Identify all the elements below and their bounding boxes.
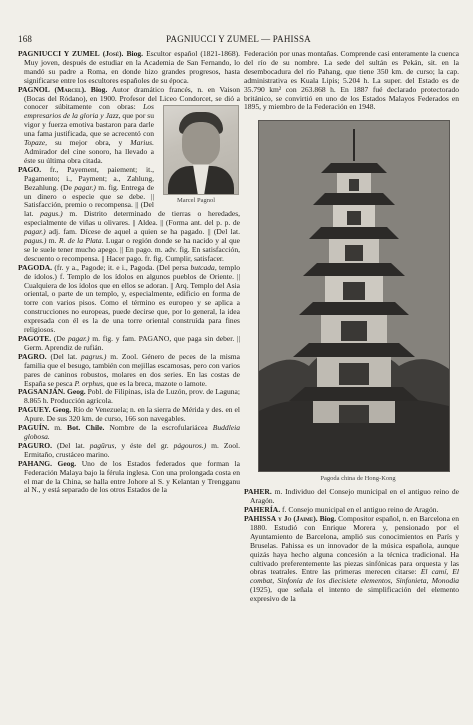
headword: PAGRO. bbox=[18, 351, 47, 361]
pagoda-caption: Pagoda china de Hong-Kong bbox=[320, 475, 396, 483]
entry-pahang: PAHANG. Geog. Uno de los Estados federados que forman la Federación Malaya bajo la férula inglesa. Con una prolongada costa en el mar de la China, se halla entre Johore al S. y Kelantan y Trengganu al N., y está separado de los otros Estados de la bbox=[18, 458, 240, 495]
left-column bbox=[18, 50, 240, 715]
headword: PAGUEY. bbox=[18, 405, 51, 415]
entry-paguey: PAGUEY. Geog. Río de Venezuela; n. en la sierra de Mérida y des. en el Apure. De sus 320 km. de curso, 166 son navegables. bbox=[18, 405, 240, 424]
headword: PAHERÍA. bbox=[244, 505, 281, 515]
headword: PAGNOL bbox=[18, 84, 50, 94]
entry-paheria: PAHERÍA. f. Consejo municipal en el antiguo reino de Aragón. bbox=[244, 505, 439, 515]
portrait-photo bbox=[163, 105, 239, 195]
running-title: PAGNIUCCI Y ZUMEL — PAHISSA bbox=[166, 34, 311, 44]
entry-pagote: PAGOTE. (De pagar.) m. fig. y fam. PAGANO, que paga sin deber. || Germ. Aprendiz de rufián. bbox=[18, 334, 240, 352]
entry-pagnol: PAGNOL (Marcel). Biog. Autor dramático francés, n. en Vaison (Bocas del Ródano), en 1900. Profesor del Liceo Condorcet, se dió a conocer súbitamente con obras: Marcel Pagnol Los empresarios de la gloria y Jazz, que por su vigor y fuerza emotiva bastaron para darle una fama justificada, que se acrecentó con Topaze, su mejor obra, y Marius. Admirador del cine sonoro, ha llevado a éste su última obra citada. bbox=[18, 84, 240, 205]
headword: PAGUÍN. bbox=[18, 423, 50, 433]
entry-pahang-continued: Federación por unas montañas. Comprende casi enteramente la cuenca del río de su nombre. La sede del sultán es Pekán, sit. en la desembocadura del río Pahang, que tiene 350 km. de curso; la cap. administrativa es Kuala Lipis; 5.204 h. La super. del Estado es de 35.790 km² con 263.868 h. En 1887 fué declarado protectorado británico, se convirtió en uno de los Estados Malayos Federados en 1895, y miembro de la Federación en 1948. bbox=[244, 49, 459, 112]
headword: PAGO. bbox=[18, 164, 42, 174]
entry-pago: PAGO. fr., Payement, paiement; it., Pagamento; i., Payment; a., Zahlung, Bezahlung. (De pagar.) m. fig. Entrega de un dinero o especie que se debe. || Satisfacción, premio o recompensa. || (Del lat. pagus.) m. Distrito determinado de tierras o heredades, especialmente de viñas u olivares. || Aldea. || (Forma ant. del p. p. de pagar.) adj. fam. Dícese de aquel a quien se ha pagado. || (Del lat. pagus.) m. R. de la Plata. Lugar o región donde se ha nacido y al que se le suele tener mucho apego. || En pago. m. adv. fig. En satisfacción, descuento o recompensa. || Hacer pago. fr. fig. Cumplir, satisfacer. bbox=[18, 164, 240, 263]
portrait-caption: Marcel Pagnol bbox=[176, 197, 216, 205]
headword: PAHER. bbox=[244, 487, 272, 497]
entry-paguin: PAGUÍN. m. Bot. Chile. Nombre de la escrofulariácea Buddleia globosa. bbox=[18, 423, 240, 441]
headword: PAGURO. bbox=[18, 440, 53, 450]
pagoda-illustration bbox=[259, 121, 449, 471]
headword: PAGODA. bbox=[18, 262, 53, 272]
page-number: 168 bbox=[18, 34, 33, 44]
pagoda-photo bbox=[258, 120, 450, 472]
entry-pagniucci: PAGNIUCCI Y ZUMEL (José). Biog. Escultor español (1821-1868). Muy joven, después de estudiar en la Academia de San Fernando, lo mandó su padre a Roma, en donde hizo grandes progresos, hasta significarse entre los escultores españoles de su época. bbox=[18, 50, 240, 85]
headword: PAGNIUCCI Y ZUMEL bbox=[18, 50, 100, 58]
page-header bbox=[18, 34, 459, 46]
pagoda-figure bbox=[258, 120, 458, 484]
portrait-figure bbox=[158, 105, 240, 206]
headword: PAGSANJÁN. bbox=[18, 387, 66, 397]
right-column bbox=[244, 50, 459, 604]
entry-pagro: PAGRO. (Del lat. pagrus.) m. Zool. Género de peces de la misma familia que el besugo, también con mejillas escamosas, pero con varios pares de caninos robustos, molares en dos series. En las costas de España se pesca P. orphus, que es la breca, mazote o lamote. bbox=[18, 351, 240, 388]
entry-pahissa: PAHISSA y Jo (Jaime). Biog. Compositor español, n. en Barcelona en 1880. Estudió con Enrique Morera y, pensionado por el Ayuntamiento de Barcelona, amplió sus conocimientos en París y Bruselas. Pahissa es un innovador de la música española, aunque quizás haya hecho alguna concesión a la técnica tradicional. Ha cultivado preferentemente las piezas sinfónicas para orquesta y las obras teatrales. Entre las primeras merecen citarse: El camí, El combat, Sinfonía de los diecisiete elementos, Sinfonieta, Monodia (1925), que señala el intento de simplificación del elemento expresivo de la bbox=[244, 513, 460, 604]
headword: PAHANG. bbox=[18, 458, 53, 468]
entry-pagsanjan: PAGSANJÁN. Geog. Pobl. de Filipinas, isla de Luzón, prov. de Laguna; 8.865 h. Producción agrícola. bbox=[18, 387, 240, 406]
entry-pagoda: PAGODA. (fr. y a., Pagode; it. e i., Pagoda. (Del persa butcada, templo de ídolos.) f. Templo de los ídolos en algunos pueblos de Oriente. || Cualquiera de los ídolos que en ellos se adoran. || Arq. Templo del Asia oriental, o parte de un templo, y, especialmente, edificio en forma de torre con varios pisos. Como el término es europeo y se aplica a construcciones no europeas, puede decirse que, por lo general, la idea expresada con él es la de una torre oriental construída para fines religiosos. bbox=[18, 262, 240, 335]
headword: PAGOTE. bbox=[18, 334, 52, 343]
headword: PAHISSA bbox=[244, 513, 277, 523]
entry-paher: PAHER. m. Individuo del Consejo municipal en el antiguo reino de Aragón. bbox=[244, 487, 460, 506]
entry-paguro: PAGURO. (Del lat. pagūrus, y éste del gr. págouros.) m. Zool. Ermitaño, crustáceo marino. bbox=[18, 440, 240, 459]
